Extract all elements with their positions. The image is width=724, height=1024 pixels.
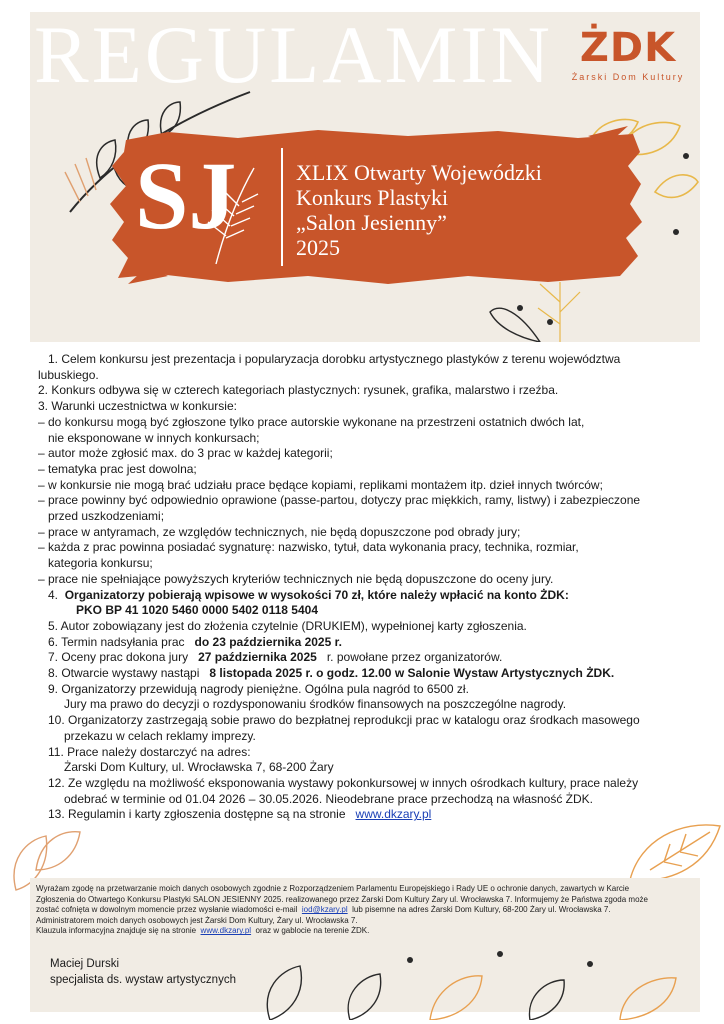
consent-line-1: Wyrażam zgodę na przetwarzanie moich danych osobowych zgodnie z Rozporządzeniem Parlamentu Europejskiego i Rady UE o ochronie danych, zawartych w Karcie <box>36 884 630 893</box>
condition-5a: – prace powinny być odpowiednio oprawione (passe-partou, dotyczy prac miękkich, ramy, listwy) i zabezpieczone <box>38 493 641 508</box>
condition-3: – tematyka prac jest dowolna; <box>38 461 197 476</box>
rule-13-text: 13. Regulamin i karty zgłoszenia dostępne są na stronie <box>48 807 346 822</box>
consent-line-5a: Klauzula informacyjna znajduje się na stronie <box>36 926 197 936</box>
rule-10a: 10. Organizatorzy zastrzegają sobie prawo do bezpłatnej reprodukcji prac w katalogu oraz środkach masowego <box>48 713 640 728</box>
condition-7b: kategoria konkursu; <box>48 556 153 571</box>
rule-10b: przekazu w celach reklamy imprezy. <box>64 728 256 743</box>
title-line-2: Konkurs Plastyki <box>296 185 449 210</box>
signatory-role: specjalista ds. wystaw artystycznych <box>50 974 236 986</box>
signature-block <box>50 956 236 988</box>
rule-9b: Jury ma prawo do decyzji o rozdysponowaniu środków finansowych na poszczególne nagrody. <box>64 697 567 712</box>
logo-mark: ŻDK <box>579 25 677 71</box>
rule-12a: 12. Ze względu na możliwość eksponowania wystawy pokonkursowej w innych ośrodkach kultury, prace należy <box>48 775 639 790</box>
rule-6-text: 6. Termin nadsyłania prac <box>48 634 185 649</box>
condition-2: – autor może zgłosić max. do 3 prac w każdej kategorii; <box>38 446 333 461</box>
clause-link[interactable]: www.dkzary.pl <box>200 926 252 936</box>
rule-11b: Żarski Dom Kultury, ul. Wrocławska 7, 68-200 Żary <box>64 760 334 775</box>
signatory-name: Maciej Durski <box>50 958 120 970</box>
rule-11a: 11. Prace należy dostarczyć na adres: <box>48 744 251 759</box>
bank-account: PKO BP 41 1020 5460 0000 5402 0118 5404 <box>76 603 318 618</box>
consent-line-3b: lub pisemne na adres Żarski Dom Kultury, 68-200 Żary ul. Wrocławska 7. <box>352 905 611 915</box>
rule-7 <box>38 650 698 666</box>
rule-4-account <box>38 603 698 619</box>
email-link[interactable]: iod@kzary.pl <box>301 905 348 915</box>
logo-subtitle: Żarski Dom Kultury <box>571 72 685 82</box>
rule-1a: 1. Celem konkursu jest prezentacja i popularyzacja dorobku artystycznego plastyków z terenu województwa <box>48 352 621 366</box>
consent-line-2: Zgłoszenia do Otwartego Konkursu Plastyki SALON JESIENNY 2025. realizowanego przez Żarski Dom Kultury Żary ul. Wrocławska 7. Informujemy że Państwa zgoda może <box>36 894 648 904</box>
condition-5b: przed uszkodzeniami; <box>48 509 165 524</box>
jury-date: 27 października 2025 <box>198 650 317 665</box>
sj-monogram: SJ <box>135 142 237 249</box>
contest-title <box>296 160 542 260</box>
rules-list <box>38 352 698 823</box>
rule-12b: odebrać w terminie od 01.04 2026 – 30.05.2026. Nieodebrane prace przechodzą na własność ŻDK. <box>64 791 594 806</box>
submission-deadline: do 23 października 2025 r. <box>194 634 342 649</box>
rule-2: 2. Konkurs odbywa się w czterech kategoriach plastycznych: rysunek, grafika, malarstwo i rzeźba. <box>38 383 559 398</box>
rule-6 <box>38 635 698 651</box>
website-link[interactable]: www.dkzary.pl <box>355 807 432 822</box>
condition-1a: – do konkursu mogą być zgłoszone tylko prace autorskie wykonane na przestrzeni ostatnich dwóch lat, <box>38 414 585 429</box>
big-title: REGULAMIN <box>34 12 553 100</box>
title-year: 2025 <box>296 235 340 260</box>
rule-8-text: 8. Otwarcie wystawy nastąpi <box>48 666 200 681</box>
consent-line-5b: oraz w gablocie na terenie ŻDK. <box>255 926 370 936</box>
rule-3: 3. Warunki uczestnictwa w konkursie: <box>38 399 237 414</box>
rule-4-text: Organizatorzy pobierają wpisowe w wysokości 70 zł, które należy wpłacić na konto ŻDK: <box>64 587 569 602</box>
condition-6: – prace w antyramach, ze względów technicznych, nie będą dopuszczone pod obrady jury; <box>38 524 521 539</box>
rule-9a: 9. Organizatorzy przewidują nagrody pieniężne. Ogólna pula nagród to 6500 zł. <box>48 681 469 696</box>
condition-1b: nie eksponowane w innych konkursach; <box>48 430 260 445</box>
zdk-logo <box>562 26 694 82</box>
title-line-3: „Salon Jesienny” <box>296 210 447 235</box>
rule-4-number: 4. <box>48 587 59 602</box>
title-line-1: XLIX Otwarty Wojewódzki <box>296 160 542 185</box>
condition-4: – w konkursie nie mogą brać udziału prace będące kopiami, replikami montażem itp. dzieł innych twórców; <box>38 477 603 492</box>
rule-5: 5. Autor zobowiązany jest do złożenia czytelnie (DRUKIEM), wypełnionej karty zgłoszenia. <box>48 618 527 633</box>
rule-4 <box>38 588 698 604</box>
consent-line-4: Administratorem moich danych osobowych jest Żarski Dom Kultury, Żary ul. Wrocławska 7. <box>36 915 358 925</box>
rule-8 <box>38 666 698 682</box>
condition-8: – prace nie spełniające powyższych kryteriów technicznych nie będą dopuszczone do oceny jury. <box>38 571 554 586</box>
rule-1b: lubuskiego. <box>38 367 99 382</box>
bottom-leaves-decoration <box>230 930 700 1020</box>
rule-7-text: 7. Oceny prac dokona jury <box>48 650 189 665</box>
rule-13 <box>38 807 698 823</box>
rule-7-tail: r. powołane przez organizatorów. <box>326 650 503 665</box>
consent-line-3a: zostać cofnięta w dowolnym momencie przez wysłanie wiadomości e-mail <box>36 905 298 915</box>
opening-date: 8 listopada 2025 r. o godz. 12.00 w Salonie Wystaw Artystycznych ŻDK. <box>209 666 615 681</box>
consent-line-3 <box>36 905 696 916</box>
condition-7a: – każda z prac powinna posiadać sygnaturę: nazwisko, tytuł, data wykonania pracy, technika, rozmiar, <box>38 540 579 555</box>
